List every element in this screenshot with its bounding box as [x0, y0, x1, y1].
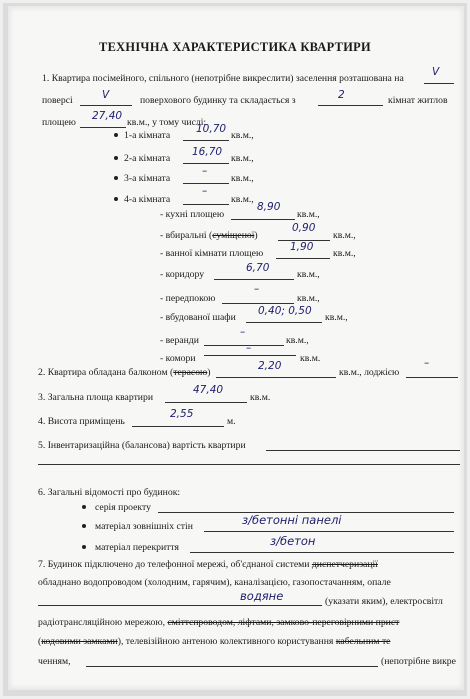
s4-unit: м.: [227, 416, 236, 427]
loggia-value: –: [424, 357, 430, 369]
s7-line4: радіотрансляційною мережою, сміттєпроводом, ліфтами, замково-переговірними прист: [38, 617, 400, 628]
room3-underline: [183, 183, 229, 184]
floors-underline: [190, 552, 454, 553]
pantry-value: –: [246, 342, 252, 354]
heating-value: водяне: [240, 589, 284, 603]
pantry-label: - комори: [160, 353, 196, 364]
area-suffix: кв.м., у тому числі:: [127, 117, 207, 128]
room4-underline: [183, 204, 229, 205]
balcony-value: 2,20: [258, 360, 282, 372]
s1-line2b: поверхового будинку та складається з: [140, 95, 296, 106]
kitchen-unit: кв.м.,: [297, 209, 320, 220]
bullet-dot: [82, 524, 86, 528]
room4-label: 4-а кімната: [124, 194, 171, 205]
closet-value: 0,40; 0,50: [258, 305, 312, 317]
veranda-value: –: [240, 326, 246, 338]
room4-value: –: [202, 185, 208, 197]
s5-label: 5. Інвентаризаційна (балансова) вартість квартири: [38, 440, 246, 451]
value-underline: [266, 450, 460, 451]
wc-unit: кв.м.,: [333, 230, 356, 241]
s2-label: 2. Квартира обладана балконом (терасою): [38, 367, 211, 378]
heating-underline: [38, 605, 322, 606]
height-value: 2,55: [170, 408, 194, 420]
hall-value: –: [254, 283, 260, 295]
kitchen-label: - кухні площею: [160, 209, 225, 220]
veranda-label: - веранди: [160, 335, 199, 346]
s3-label: 3. Загальна площа квартири: [38, 392, 154, 403]
s1-line2c: кімнат житлов: [388, 95, 448, 106]
walls-value: з/бетонні панелі: [242, 513, 342, 527]
corridor-underline: [214, 279, 294, 280]
bullet-dot: [114, 156, 118, 160]
corridor-value: 6,70: [246, 262, 270, 274]
s7-line1: 7. Будинок підключено до телефонної мережі, об'єднаної системи диспетчеризації: [38, 559, 378, 570]
total-area-value: 47,40: [193, 384, 224, 396]
hall-unit: кв.м.,: [297, 293, 320, 304]
room2-label: 2-а кімната: [124, 153, 171, 164]
room3-unit: кв.м.,: [231, 173, 254, 184]
closet-label: - вбудованої шафи: [160, 312, 236, 323]
page-title: ТЕХНІЧНА ХАРАКТЕРИСТИКА КВАРТИРИ: [99, 40, 371, 54]
room1-unit: кв.м.,: [231, 130, 254, 141]
pantry-unit: кв.м.: [300, 353, 321, 364]
wc-label: - вбиральні (суміщеної): [160, 230, 258, 241]
room1-label: 1-а кімната: [124, 130, 171, 141]
balcony-underline: [216, 377, 336, 378]
s3-unit: кв.м.: [250, 392, 271, 403]
bath-unit: кв.м.,: [333, 248, 356, 259]
living-area-underline: [80, 127, 126, 128]
bath-label: - ванної кімнати площею: [160, 248, 264, 259]
room4-unit: кв.м.,: [231, 194, 254, 205]
closet-unit: кв.м.,: [325, 312, 348, 323]
s2-suffix: кв.м., лоджією: [339, 367, 400, 378]
s7-line5: (кодовими замками), телевізійною антеною колективного користування кабельним те: [38, 636, 391, 647]
area-prefix: площею: [42, 117, 76, 128]
room2-underline: [183, 163, 229, 164]
room1-underline: [183, 140, 229, 141]
s1-line1: 1. Квартира посімейного, спільного (непотрібне викреслити) заселення розташована на: [42, 73, 404, 84]
walls-underline: [204, 531, 454, 532]
veranda-underline: [204, 345, 284, 346]
floor-value: V: [432, 66, 440, 78]
floor-underline: [424, 83, 454, 84]
kitchen-underline: [231, 219, 295, 220]
total-area-underline: [165, 402, 247, 403]
s7-underline: [86, 666, 378, 667]
veranda-unit: кв.м.,: [286, 335, 309, 346]
bath-underline: [276, 258, 330, 259]
room2-unit: кв.м.,: [231, 153, 254, 164]
series-label: серія проекту: [95, 502, 151, 513]
height-underline: [132, 426, 224, 427]
closet-underline: [246, 322, 322, 323]
corridor-unit: кв.м.,: [297, 269, 320, 280]
walls-label: матеріал зовнішніх стін: [95, 521, 193, 532]
loggia-underline: [406, 377, 458, 378]
kitchen-value: 8,90: [257, 201, 281, 213]
s7-line6b: (непотрібне викре: [381, 656, 456, 667]
floors-total-underline: [80, 105, 132, 106]
s7-line3: (указати яким), електросвітл: [325, 596, 443, 607]
hall-underline: [222, 303, 294, 304]
rooms-value: 2: [338, 89, 345, 101]
bullet-dot: [114, 133, 118, 137]
s6-label: 6. Загальні відомості про будинок:: [38, 487, 181, 498]
bath-value: 1,90: [290, 241, 314, 253]
s1-line2a: поверсі: [42, 95, 73, 106]
floors-total-value: V: [102, 89, 110, 101]
living-area-value: 27,40: [92, 110, 123, 122]
pantry-underline: [204, 355, 296, 356]
wc-value: 0,90: [292, 222, 316, 234]
room3-value: –: [202, 165, 208, 177]
s4-label: 4. Висота приміщень: [38, 416, 125, 427]
bullet-dot: [82, 505, 86, 509]
room2-value: 16,70: [192, 146, 223, 158]
s7-line2: обладнано водопроводом (холодним, гарячим), каналізацією, газопостачанням, опале: [38, 577, 391, 588]
value-underline-2: [38, 464, 460, 465]
bullet-dot: [114, 176, 118, 180]
room3-label: 3-а кімната: [124, 173, 171, 184]
corridor-label: - коридору: [160, 269, 205, 280]
floors-label: матеріал перекриття: [95, 542, 179, 553]
bullet-dot: [82, 545, 86, 549]
s7-line6a: ченням,: [38, 656, 71, 667]
floors-value: з/бетон: [270, 534, 316, 548]
rooms-underline: [318, 105, 383, 106]
room1-value: 10,70: [196, 123, 227, 135]
bullet-dot: [114, 197, 118, 201]
hall-label: - передпокою: [160, 293, 216, 304]
